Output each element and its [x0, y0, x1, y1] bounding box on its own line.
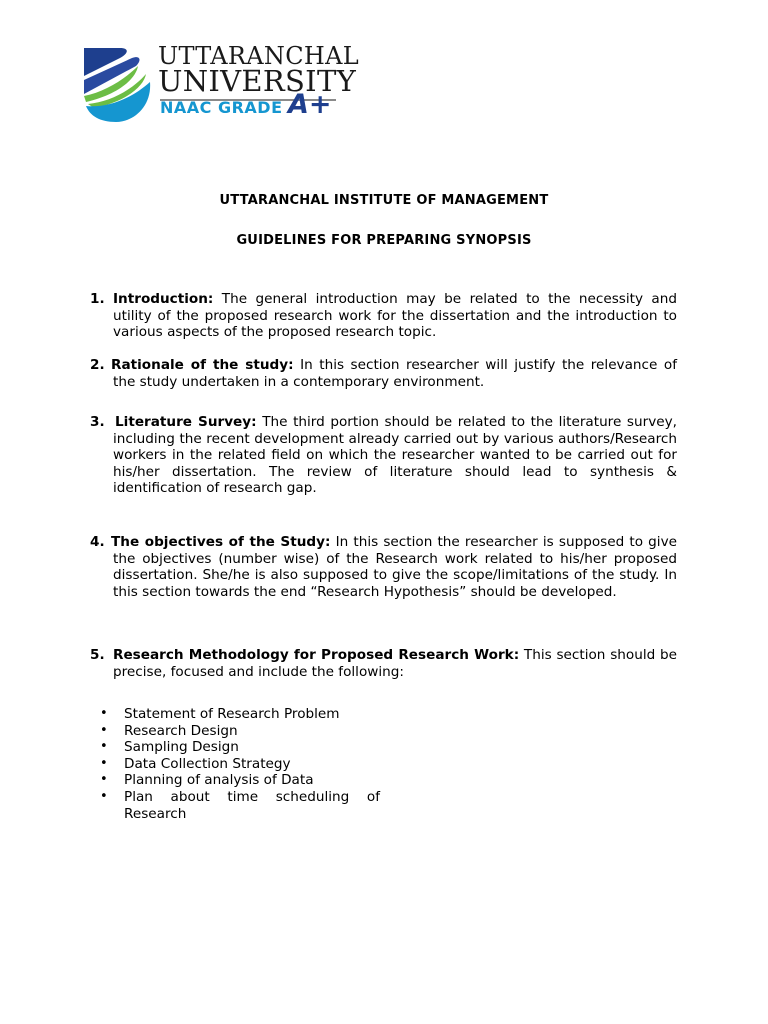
logo-line-2: UNIVERSITY	[158, 64, 357, 98]
list-item: • Sampling Design	[100, 739, 380, 756]
section-title: Introduction:	[113, 291, 214, 307]
section-text: In this section the researcher is supposed to give the objectives (number wise) of the Research work related to his/her proposed dissertation. She/he is also supposed to give the scope/limitations of the study. In this section towards the end “Research Hypothesis” should be developed.	[113, 534, 677, 600]
section-objectives	[90, 534, 677, 600]
section-text: The general introduction may be related to the necessity and utility of the proposed research work for the dissertation and the introduction to various aspects of the proposed research topic.	[113, 291, 678, 341]
section-number: 3.	[90, 414, 105, 430]
list-item: • Research Design	[100, 723, 380, 740]
list-item: • Planning of analysis of Data	[100, 772, 380, 789]
document-title: GUIDELINES FOR PREPARING SYNOPSIS	[236, 233, 532, 248]
list-item: • Plan about time scheduling of Research	[100, 789, 380, 822]
list-item: • Statement of Research Problem	[100, 706, 380, 723]
section-literature-survey	[90, 414, 677, 497]
university-logo	[80, 42, 359, 124]
logo-line-1: UTTARANCHAL	[158, 42, 359, 70]
logo-grade: NAAC GRADE	[160, 98, 283, 117]
section-title: Research Methodology for Proposed Research Work:	[113, 647, 520, 663]
section-number: 2.	[90, 357, 105, 373]
logo-grade-mark: A+	[288, 89, 332, 120]
section-text: The third portion should be related to the literature survey, including the recent development already carried out by various authors/Research workers in the related field on which the researcher wanted to be carried out for his/her dissertation. The review of literature should lead to synthesis & identification of research gap.	[113, 414, 677, 497]
section-text: This section should be precise, focused and include the following:	[113, 647, 677, 680]
section-number: 1.	[90, 291, 105, 307]
list-item: • Data Collection Strategy	[100, 756, 380, 773]
section-number: 5.	[90, 647, 105, 663]
section-title: Rationale of the study:	[111, 357, 294, 373]
section-rationale	[90, 357, 677, 390]
section-text: In this section researcher will justify the relevance of the study undertaken in a contemporary environment.	[113, 357, 678, 390]
section-title: Literature Survey:	[115, 414, 257, 430]
section-title: The objectives of the Study:	[111, 534, 331, 550]
logo-swoosh-icon	[80, 44, 154, 122]
section-introduction	[90, 291, 677, 341]
section-number: 4.	[90, 534, 105, 550]
methodology-bullet-list	[100, 706, 380, 822]
institute-heading: UTTARANCHAL INSTITUTE OF MANAGEMENT	[219, 193, 549, 208]
section-research-methodology	[90, 647, 677, 680]
